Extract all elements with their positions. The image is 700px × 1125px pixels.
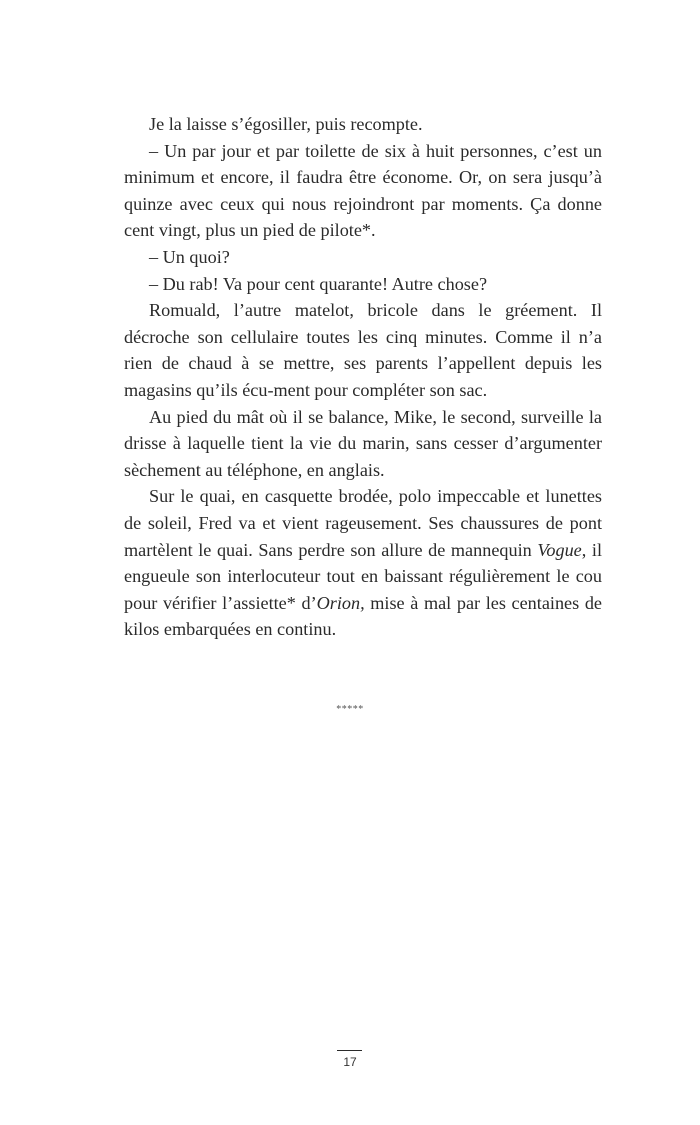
paragraph-6: Au pied du mât où il se balance, Mike, le second, surveille la drisse à laquelle tient la vie du marin, sans cesser d’argumenter sèchement au téléphone, en anglais. <box>124 406 602 480</box>
paragraph-7-part-3: mise à mal par les centaines de kilos embarquées en continu. <box>124 592 602 640</box>
paragraph-3: – Un quoi? <box>149 246 230 267</box>
paragraph-4: – Du rab! Va pour cent quarante! Autre chose? <box>149 273 488 294</box>
paragraph-2: – Un par jour et par toilette de six à huit personnes, c’est un minimum et encore, il faudra être économe. Or, on sera jusqu’à quinze avec ceux qui nous rejoindront par moments. Ça donne cent vingt, plus un pied de pilote*. <box>124 140 602 241</box>
paragraph-5: Romuald, l’autre matelot, bricole dans le gréement. Il décroche son cellulaire toutes les cinq minutes. Comme il n’a rien de chaud à se mettre, ses parents l’appellent depuis les magasins qu’ils écu-ment pour compléter son sac. <box>124 300 602 400</box>
page-number: 17 <box>343 1055 357 1069</box>
paragraph-1: Je la laisse s’égosiller, puis recompte. <box>149 114 423 134</box>
paragraph-7-part-2: , il engueule son interlocuteur tout en baissant régulièrement le cou pour vérifier l’assiette* d’ <box>124 539 602 613</box>
body-text <box>124 111 602 643</box>
italic-vogue: Vogue <box>537 539 582 560</box>
paragraph-7-part-1: Sur le quai, en casquette brodée, polo impeccable et lunettes de soleil, Fred va et vient rageusement. Ses chaussures de pont martèlent le quai. Sans perdre son allure de mannequin <box>124 486 602 560</box>
italic-orion: Orion, <box>316 592 365 613</box>
paragraph-7 <box>124 483 602 643</box>
section-separator: ***** <box>336 704 364 715</box>
page-number-rule <box>337 1050 362 1051</box>
